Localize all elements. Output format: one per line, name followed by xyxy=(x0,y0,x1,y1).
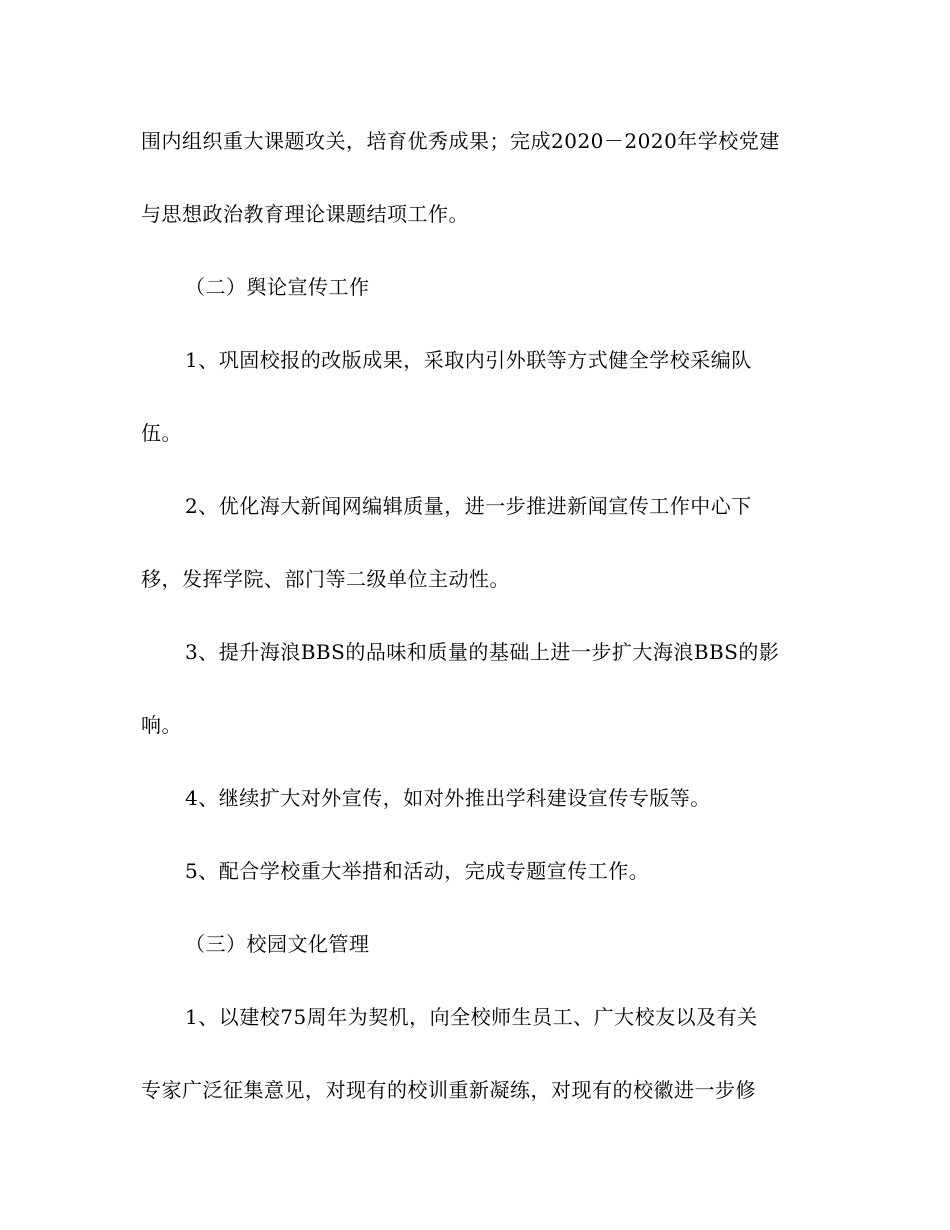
section-heading: （二）舆论宣传工作 xyxy=(185,275,370,299)
paragraph-line: 伍。 xyxy=(141,421,182,445)
paragraph-line: 4、继续扩大对外宣传，如对外推出学科建设宣传专版等。 xyxy=(185,786,711,810)
paragraph-line: 1、巩固校报的改版成果，采取内引外联等方式健全学校采编队 xyxy=(185,348,752,372)
paragraph-line: 3、提升海浪BBS的品味和质量的基础上进一步扩大海浪BBS的影 xyxy=(185,640,780,664)
paragraph-line: 与思想政治教育理论课题结项工作。 xyxy=(141,202,469,226)
paragraph-line: 围内组织重大课题攻关，培育优秀成果；完成2020－2020年学校党建 xyxy=(141,129,780,153)
paragraph-line: 专家广泛征集意见，对现有的校训重新凝练，对现有的校徽进一步修 xyxy=(141,1078,756,1102)
section-heading: （三）校园文化管理 xyxy=(185,932,370,956)
paragraph-line: 5、配合学校重大举措和活动，完成专题宣传工作。 xyxy=(185,859,650,883)
paragraph-line: 1、以建校75周年为契机，向全校师生员工、广大校友以及有关 xyxy=(185,1005,758,1029)
paragraph-line: 2、优化海大新闻网编辑质量，进一步推进新闻宣传工作中心下 xyxy=(185,494,752,518)
paragraph-line: 移，发挥学院、部门等二级单位主动性。 xyxy=(141,567,510,591)
paragraph-line: 响。 xyxy=(141,713,182,737)
